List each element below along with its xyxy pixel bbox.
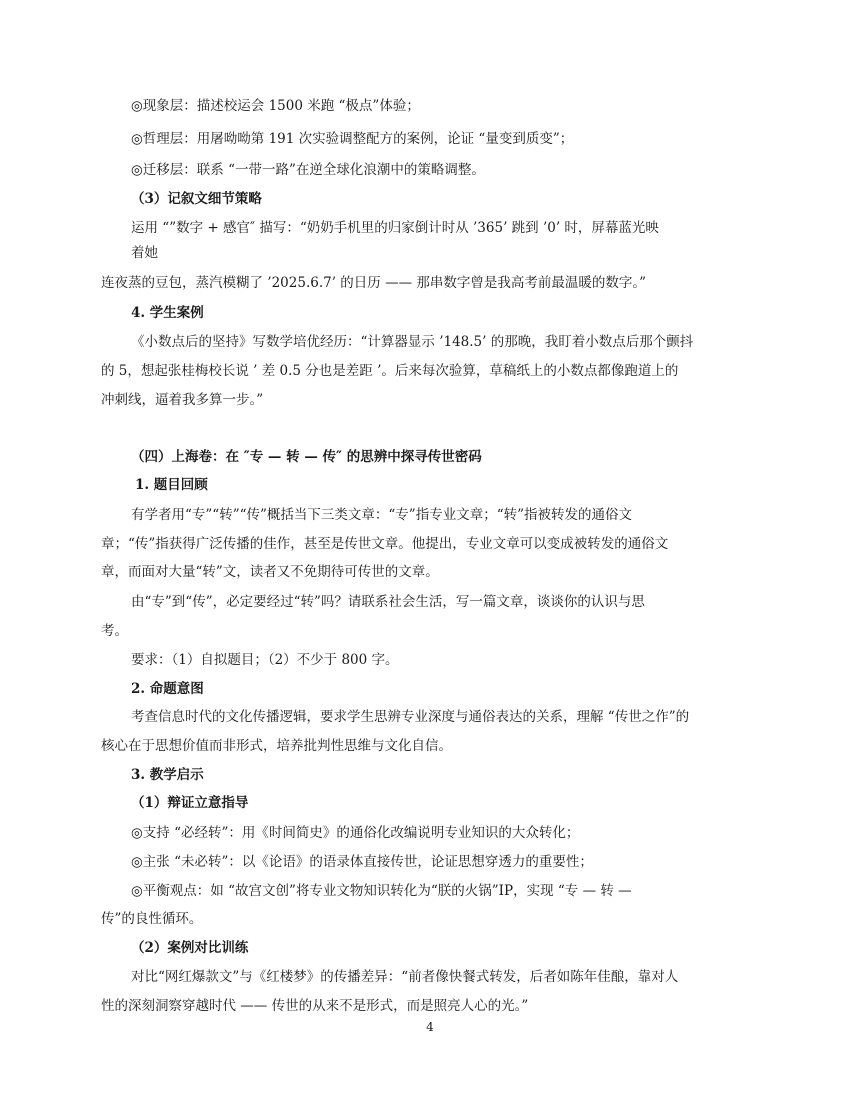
text-line: 核心在于思想价值而非形式，培养批判性思维与文化自信。 (101, 738, 452, 754)
text-line: 着她 (131, 245, 158, 261)
text-line: 性的深刻洞察穿越时代 —— 传世的从来不是形式，而是照亮人心的光。” (101, 998, 529, 1014)
page-number: 4 (426, 1020, 434, 1034)
text-line: ◎主张 “未必转”：以《论语》的语录体直接传世，论证思想穿透力的重要性； (131, 854, 593, 870)
text-line: 有学者用“专”“转”“传”概括当下三类文章：“专”指专业文章；“转”指被转发的通俗文 (131, 507, 633, 523)
text-line: ◎平衡观点：如 “故宫文创”将专业文物知识转化为“朕的火锅”IP，实现 “专 — 转 — (131, 883, 632, 899)
text-line: 章；“传”指获得广泛传播的佳作，甚至是传世文章。他提出，专业文章可以变成被转发的通俗文 (101, 536, 669, 552)
text-line: ◎支持 “必经转”：用《时间简史》的通俗化改编说明专业知识的大众转化； (131, 825, 580, 841)
text-line: 对比“网红爆款文”与《红楼梦》的传播差异：“前者像快餐式转发，后者如陈年佳酿，靠对人 (131, 969, 679, 985)
section-heading: 1. 题目回顾 (135, 477, 208, 493)
text-line: 传”的良性循环。 (101, 911, 203, 927)
text-line: 冲刺线，逼着我多算一步。” (101, 392, 264, 408)
text-line: 《小数点后的坚持》写数学培优经历：“计算器显示 ’148.5’ 的那晚，我盯着小数点后那个颤抖 (131, 334, 694, 350)
text-line: 连夜蒸的豆包，蒸汽模糊了 ’2025.6.7’ 的日历 —— 那串数字曾是我高考前最温暖的数字。” (101, 275, 647, 291)
text-line: ◎迁移层：联系 “一带一路”在逆全球化浪潮中的策略调整。 (131, 162, 485, 178)
text-line: ◎哲理层：用屠呦呦第 191 次实验调整配方的案例，论证 “量变到质变”； (131, 131, 574, 147)
text-line: 考查信息时代的文化传播逻辑，要求学生思辨专业深度与通俗表达的关系，理解 “传世之作”的 (131, 709, 690, 725)
section-heading: （1）辩证立意指导 (131, 795, 249, 811)
text-line: ◎现象层：描述校运会 1500 米跑 “极点”体验； (131, 98, 420, 114)
text-line: 章，而面对大量“转”文，读者又不免期待可传世的文章。 (101, 564, 439, 580)
text-line: 的 5，想起张桂梅校长说 ’ 差 0.5 分也是差距 ’。后来每次验算，草稿纸上的小数点都像跑道上的 (101, 363, 679, 379)
text-line: 运用 “”数字 + 感官″ 描写：“奶奶手机里的归家倒计时从 ’365’ 跳到 ’0’ 时，屏幕蓝光映 (131, 220, 659, 236)
section-heading: （2）案例对比训练 (131, 940, 249, 956)
section-heading: （四）上海卷：在 ″专 — 转 — 传″ 的思辨中探寻传世密码 (131, 449, 482, 465)
section-heading: 2. 命题意图 (131, 681, 204, 697)
section-heading: （3）记叙文细节策略 (131, 191, 262, 207)
section-heading: 3. 教学启示 (131, 767, 204, 783)
section-heading: 4. 学生案例 (131, 305, 204, 321)
text-line: 考。 (101, 623, 128, 639)
text-line: 由“专”到“传”，必定要经过“转”吗？请联系社会生活，写一篇文章，谈谈你的认识与思 (131, 594, 645, 610)
text-line: 要求：（1）自拟题目；（2）不少于 800 字。 (131, 652, 399, 668)
